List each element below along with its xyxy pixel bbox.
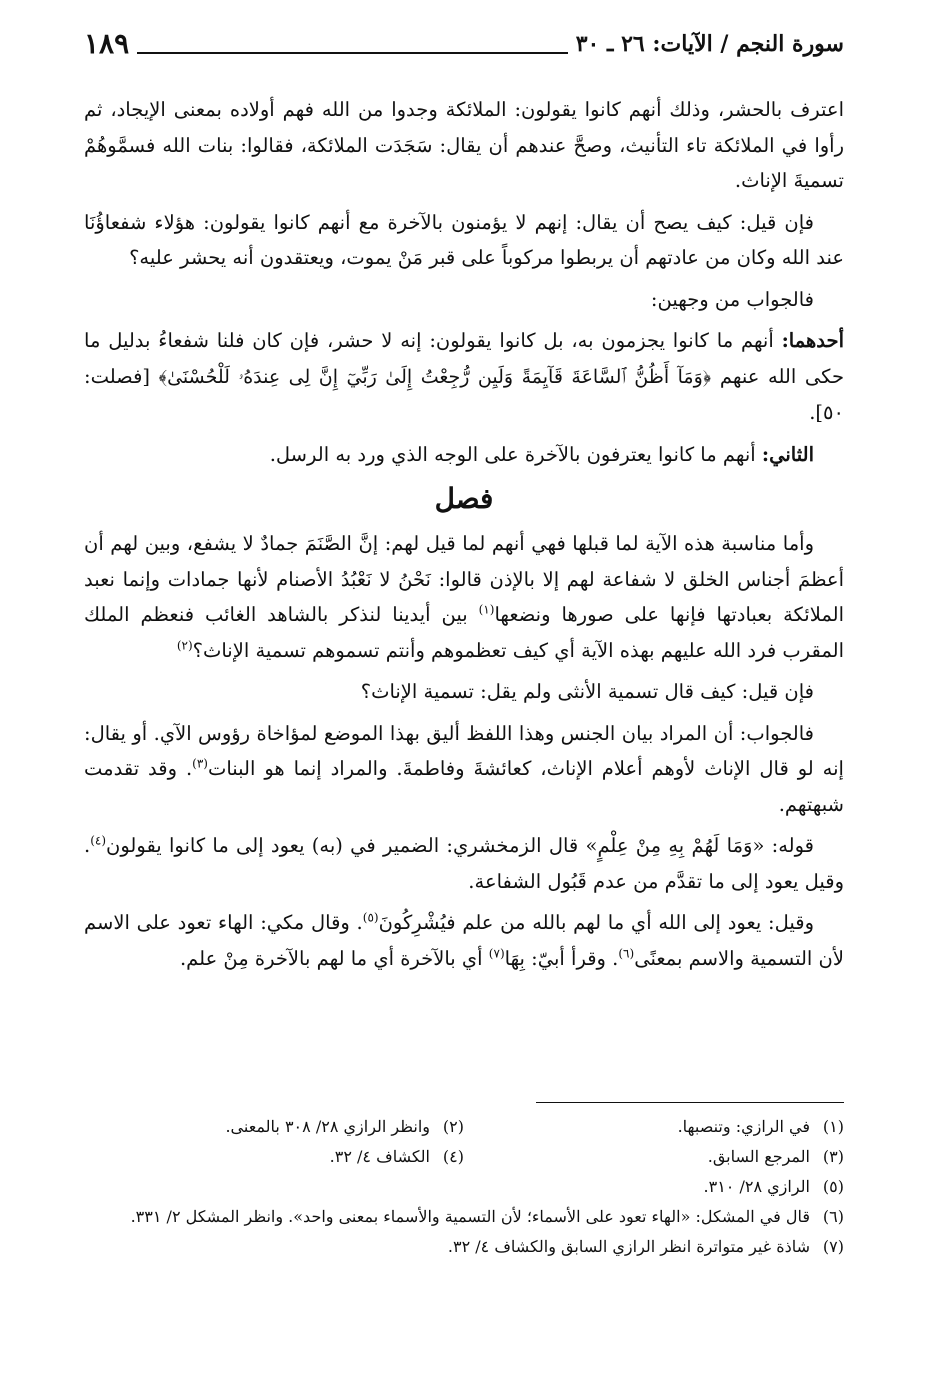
paragraph-10-text-d: أي بالآخرة أي ما لهم بالآخرة مِنْ علم. — [179, 946, 489, 970]
footnote-row — [84, 1142, 844, 1172]
footnote-text: الكشاف ٤/ ٣٢. — [329, 1147, 430, 1166]
footnote-1 — [464, 1112, 844, 1142]
paragraph-8 — [84, 716, 844, 823]
paragraph-3: فالجواب من وجهين: — [650, 287, 814, 311]
paragraph-8-text-a: فالجواب: أن المراد بيان الجنس وهذا اللفظ أليق بهذا الموضع لمؤاخاة رؤوس الآي. أو يقال: إنه لو قال الإناث لأوهم أعلام الإناث، كعائشةَ وفاطمةَ. والمراد إنما هو البنات — [84, 721, 844, 780]
footnote-number: (٤) — [442, 1147, 464, 1166]
page-number: ١٨٩ — [84, 27, 130, 60]
footnote-row — [84, 1112, 844, 1142]
paragraph-10 — [84, 905, 844, 976]
footnote-number: (٢) — [442, 1117, 464, 1136]
paragraph-9 — [84, 828, 844, 899]
footnote-ref-2: (٢) — [176, 638, 193, 652]
footnote-ref-6: (٦) — [618, 946, 635, 960]
footnote-number: (٥) — [822, 1177, 844, 1196]
paragraph-6-text-a: وأما مناسبة هذه الآية لما قبلها فهي أنهم لما قيل لهم: إنَّ الصَّنَمَ جمادٌ لا يشفع، وبين لهم أن أعظمَ أجناس الخلق لا شفاعة لهم إلا بالإذن قالوا: نَحْنُ لا نَعْبُدُ الأصنام لأنها جمادات وإنما نعبد الملائكة بعبادتها فإنها على صورها ونضعها — [84, 532, 844, 626]
footnote-number: (٧) — [822, 1237, 844, 1256]
footnote-text: وانظر الرازي ٢٨/ ٣٠٨ بالمعنى. — [225, 1117, 430, 1136]
header-rule — [137, 52, 568, 54]
paragraph-9-text-a: قوله: «وَمَا لَهُمْ بِهِ مِنْ عِلْمٍ» قال الزمخشري: الضمير في (به) يعود إلى ما كانوا يقولون — [106, 834, 814, 857]
footnote-3 — [464, 1142, 844, 1172]
footnote-text: شاذة غير متواترة انظر الرازي السابق والكشاف ٤/ ٣٢. — [447, 1237, 810, 1256]
second-answer-label: الثاني: — [761, 442, 814, 466]
first-answer-text: أنهم ما كانوا يجزمون به، بل كانوا يقولون: إنه لا حشر، فإن كان فلنا شفعاءُ بدليل ما حكى الله عنهم — [84, 329, 844, 388]
paragraph-4 — [84, 323, 844, 431]
quran-reference: [فصلت: ٥٠]. — [84, 364, 844, 424]
footnote-text: المرجع السابق. — [707, 1147, 810, 1166]
second-answer-text: أنهم ما كانوا يعترفون بالآخرة على الوجه الذي ورد به الرسل. — [269, 442, 762, 466]
paragraph-7: فإن قيل: كيف قال تسمية الأنثى ولم يقل: تسمية الإناث؟ — [360, 680, 814, 703]
footnotes — [84, 1112, 844, 1262]
first-answer-label: أحدهما: — [781, 329, 844, 352]
quran-quote: ﴿وَمَآ أَظُنُّ ٱلسَّاعَةَ قَآيِمَةً وَلَيِن رُّجِعْتُ إِلَىٰ رَبِّيٓ إِنَّ لِى عِندَهُۥ لَلْحُسْنَىٰ﴾ — [158, 365, 712, 388]
footnote-2 — [84, 1112, 464, 1142]
footnote-ref-3: (٣) — [192, 756, 208, 771]
footnote-4 — [84, 1142, 464, 1172]
footnote-text: في الرازي: وتنصبها. — [677, 1117, 810, 1136]
footnote-6 — [84, 1202, 844, 1232]
footnote-text: الرازي ٢٨/ ٣١٠. — [703, 1177, 810, 1196]
footnote-text: قال في المشكل: «الهاء تعود على الأسماء؛ لأن التسمية والأسماء بمعنى واحد». وانظر المشكل ٢/ ٣٣١. — [130, 1207, 810, 1226]
footnote-ref-5: (٥) — [362, 910, 379, 925]
paragraph-10-text-c: . وقرأ أبيّ: بِهَا — [504, 946, 619, 970]
paragraph-6-text-b: بين أيدينا لنذكر بالشاهد الغائب فنعظم الملك المقرب فرد الله عليهم بهذه الآية أي كيف تعظموهم وأنتم تسموهم تسمية الإناث؟ — [84, 603, 844, 662]
footnote-separator — [536, 1102, 844, 1103]
footnote-number: (٣) — [822, 1147, 844, 1166]
footnote-5 — [84, 1172, 844, 1202]
paragraph-10-text-a: وقيل: يعود إلى الله أي ما لهم بالله من علم فيُشْرِكُونَ — [378, 911, 814, 934]
paragraph-9-text-b: . وقيل يعود إلى ما تقدَّم من عدم قَبُول الشفاعة. — [84, 834, 844, 893]
section-heading: فصل — [434, 482, 494, 515]
running-title: سورة النجم / الآيات: ٢٦ ـ ٣٠ — [575, 31, 844, 57]
footnote-ref-4: (٤) — [90, 833, 107, 848]
footnote-ref-7: (٧) — [488, 946, 505, 960]
page-header — [84, 24, 844, 64]
paragraph-8-text-b: . وقد تقدمت شبهتهم. — [84, 757, 844, 816]
paragraph-10-text-b: . وقال مكي: الهاء تعود على الاسم لأن التسمية والاسم بمعنًى — [84, 911, 844, 970]
paragraph-1: اعترف بالحشر، وذلك أنهم كانوا يقولون: الملائكة وجدوا من الله فهم أولاده بمعنى الإيجاد، ثم رأوا في الملائكة تاء التأنيث، وصحَّ عندهم أن يقال: سَجَدَت الملائكة، فقالوا: بنات الله فسمَّوهُمْ تسميةَ الإناث. — [84, 98, 844, 192]
footnote-number: (١) — [822, 1117, 844, 1136]
paragraph-6 — [84, 526, 844, 668]
footnote-ref-1: (١) — [478, 602, 495, 617]
footnote-7 — [84, 1232, 844, 1262]
footnote-number: (٦) — [822, 1207, 844, 1226]
main-text — [84, 92, 844, 982]
paragraph-5 — [84, 437, 844, 473]
paragraph-2: فإن قيل: كيف يصح أن يقال: إنهم لا يؤمنون بالآخرة مع أنهم كانوا يقولون: هؤلاء شفعاؤُنَا عند الله وكان من عادتهم أن يربطوا مركوباً على قبر مَنْ يموت، ويعتقدون أنه يحشر عليه؟ — [84, 210, 844, 269]
